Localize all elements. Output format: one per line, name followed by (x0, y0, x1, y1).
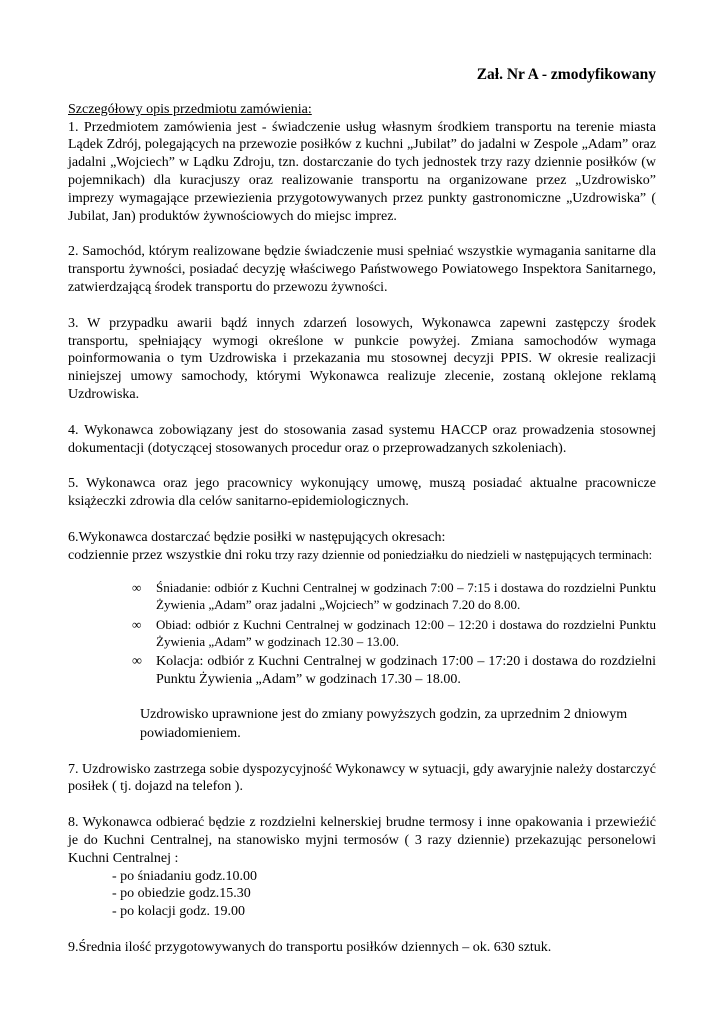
paragraph-1 (68, 101, 656, 226)
meal-schedule-list (68, 579, 656, 689)
infinity-bullet-icon: ∞ (132, 653, 142, 669)
paragraph-9: 9.Średnia ilość przygotowywanych do transportu posiłków dziennych – ok. 630 sztuk. (68, 939, 552, 955)
list-item (132, 579, 656, 613)
paragraph-5: 5. Wykonawca oraz jego pracownicy wykonujący umowę, muszą posiadać aktualne pracownicze książeczki zdrowia dla celów sanitarno-epidemiologicznych. (68, 476, 656, 510)
section-title: Szczegółowy opis przedmiotu zamówienia: (68, 101, 312, 117)
paragraph-7: 7. Uzdrowisko zastrzega sobie dyspozycyjność Wykonawcy w sytuacji, gdy awaryjnie należy dostarczyć posiłek ( tj. dojazd na telefon ). (68, 761, 656, 795)
pickup-times-list (68, 868, 656, 921)
paragraph-3: 3. W przypadku awarii bądź innych zdarzeń losowych, Wykonawca zapewni zastępczy środek transportu, spełniający wymogi określone w punkcie powyżej. Zmiana samochodów wymaga poinformowania o tym Uzdrowiska i przekazania mu stosownej decyzji PPIS. W okresie realizacji niniejszej umowy samochody, którymi Wykonawca realizuje zlecenie, zostaną oklejone reklamą Uzdrowiska. (68, 315, 656, 402)
paragraph-4: 4. Wykonawca zobowiązany jest do stosowania zasad systemu HACCP oraz prowadzenia stosownej dokumentacji (dotyczącej stosowanych procedur oraz o przeprowadzanych szkoleniach). (68, 422, 656, 456)
list-item (132, 616, 656, 650)
paragraph-6-line2-main: codziennie przez wszystkie dni roku (68, 547, 272, 563)
paragraph-6 (68, 529, 656, 689)
paragraph-8-text: 8. Wykonawca odbierać będzie z rozdzielni kelnerskiej brudne termosy i inne opakowania i przewieźić je do Kuchni Centralnej, na stanowisko myjni termosów ( 3 razy dziennie) przekazując personelowi Kuchni Centralnej : (68, 815, 656, 866)
paragraph-6-line1: 6.Wykonawca dostarczać będzie posiłki w następujących okresach: (68, 529, 446, 545)
paragraph-6-line2-small: trzy razy dziennie od poniedziałku do niedzieli w następujących terminach: (271, 547, 653, 562)
list-item: - po śniadaniu godz.10.00 (112, 868, 258, 884)
list-item: - po obiedzie godz.15.30 (112, 886, 251, 902)
list-item-text: Obiad: odbiór z Kuchni Centralnej w godzinach 12:00 – 12:20 i dostawa do rozdzielni Punktu Żywienia „Adam” w godzinach 12.30 – 13.00. (156, 616, 656, 649)
paragraph-6-line2 (68, 547, 656, 565)
infinity-bullet-icon: ∞ (132, 616, 142, 632)
paragraph-2: 2. Samochód, którym realizowane będzie świadczenie musi spełniać wszystkie wymagania sanitarne dla transportu żywności, posiadać decyzję właściwego Państwowego Powiatowego Inspektora Sanitarnego, zatwierdzającą środek transportu do przewozu żywności. (68, 244, 656, 295)
attachment-title: Zał. Nr A - zmodyfikowany (476, 66, 656, 83)
list-item: - po kolacji godz. 19.00 (112, 904, 245, 920)
paragraph-1-text: 1. Przedmiotem zamówienia jest - świadczenie usług własnym środkiem transportu na terenie miasta Lądek Zdrój, polegających na przewozie posiłków z kuchni „Jubilat” do jadalni w Zespole „Adam” oraz jadalni „Wojciech” w Lądku Zdroju, tzn. dostarczanie do tych jednostek trzy razy dziennie posiłków (w pojemnikach) dla kuracjuszy oraz realizowanie transportu na organizowane przez „Uzdrowisko” imprezy wymagające przewiezienia przygotowywanych przez punkty gastronomiczne „Uzdrowiska” ( Jubilat, Jan) produktów żywnościowych do miejsc imprez. (68, 119, 656, 224)
list-item-text: Śniadanie: odbiór z Kuchni Centralnej w godzinach 7:00 – 7:15 i dostawa do rozdzielni Punktu Żywienia „Adam” oraz jadalni „Wojciech” w godzinach 7.20 do 8.00. (156, 579, 656, 612)
paragraph-8 (68, 814, 656, 921)
infinity-bullet-icon: ∞ (132, 579, 142, 595)
schedule-note: Uzdrowisko uprawnione jest do zmiany powyższych godzin, za uprzednim 2 dniowym powiadomieniem. (140, 706, 628, 741)
list-item (132, 653, 656, 689)
list-item-text: Kolacja: odbiór z Kuchni Centralnej w godzinach 17:00 – 17:20 i dostawa do rozdzielni Punktu Żywienia „Adam” w godzinach 17.30 – 18.00. (156, 653, 656, 687)
